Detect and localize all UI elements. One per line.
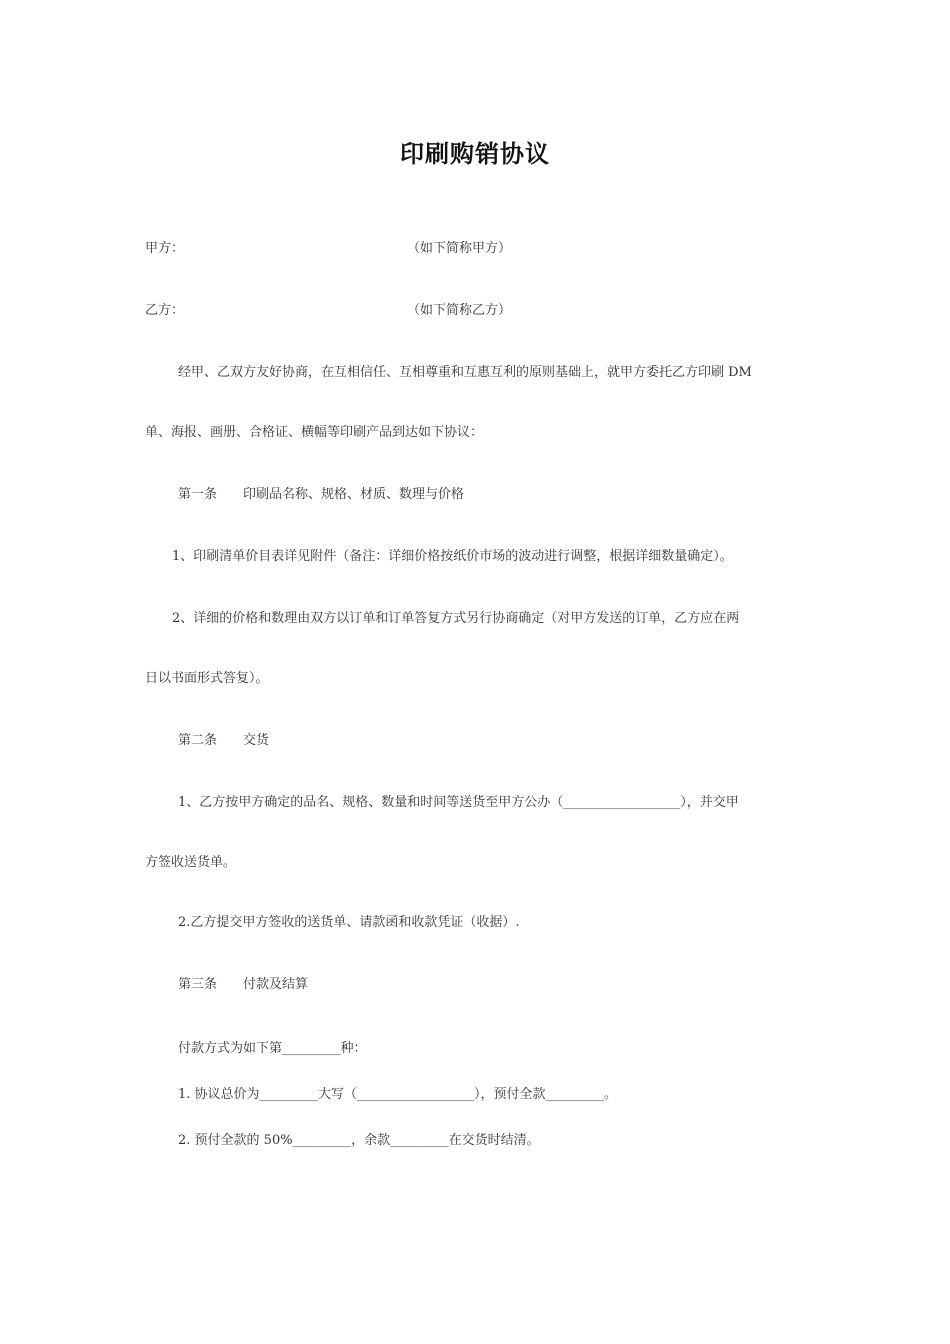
intro-paragraph-line1: 经甲、乙双方友好协商，在互相信任、互相尊重和互惠互利的原则基础上，就甲方委托乙方印刷 DM	[178, 365, 752, 380]
article3-number: 第三条	[178, 977, 218, 992]
party-b-note: （如下简称乙方）	[407, 303, 512, 318]
article1-item1: 1、印刷清单价目表详见附件（备注：详细价格按纸价市场的波动进行调整，根据详细数量确定）。	[172, 549, 733, 564]
article1-number: 第一条	[178, 487, 218, 502]
article2-item1-line2: 方签收送货单。	[145, 855, 237, 870]
intro-paragraph-line2: 单、海报、画册、合格证、横幅等印刷产品到达如下协议：	[145, 425, 484, 440]
payment-option2: 2. 预付全款的 50%_________，余款_________在交货时结清。	[178, 1133, 540, 1148]
article2-item2: 2.乙方提交甲方签收的送货单、请款函和收款凭证（收据）.	[178, 915, 520, 930]
article1-item2-line2: 日以书面形式答复）。	[145, 671, 269, 686]
payment-method: 付款方式为如下第_________种：	[178, 1041, 367, 1056]
party-b-label: 乙方：	[145, 303, 185, 318]
payment-option1: 1. 协议总价为_________大写（__________________），预付全款_________。	[178, 1087, 618, 1102]
article2-heading: 交货	[243, 733, 270, 748]
party-a-label: 甲方：	[145, 241, 185, 256]
document-title: 印刷购销协议	[400, 140, 550, 168]
article1-heading: 印刷品名称、规格、材质、数理与价格	[243, 487, 465, 502]
article1-item2-line1: 2、详细的价格和数理由双方以订单和订单答复方式另行协商确定（对甲方发送的订单，乙方应在两	[172, 611, 740, 626]
article3-heading: 付款及结算	[243, 977, 309, 992]
article2-number: 第二条	[178, 733, 218, 748]
party-a-note: （如下简称甲方）	[407, 241, 512, 256]
article2-item1-line1: 1、乙方按甲方确定的品名、规格、数量和时间等送货至甲方公办（__________________），并交甲	[178, 795, 739, 810]
